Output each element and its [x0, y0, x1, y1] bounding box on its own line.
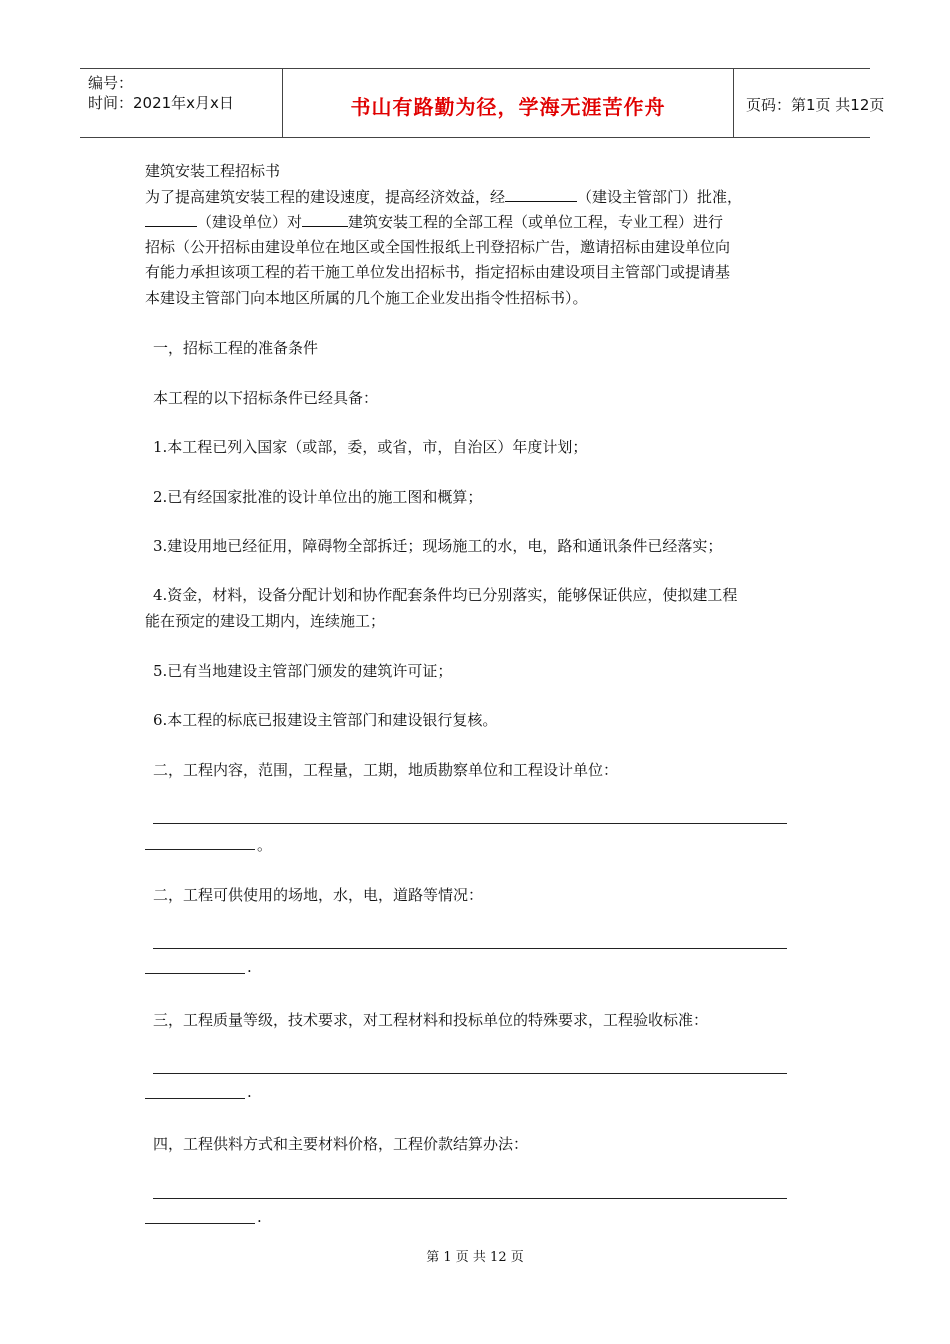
document-header [80, 68, 885, 138]
section-5-heading: 四，工程供料方式和主要材料价格，工程价款结算办法： [153, 1135, 529, 1153]
answer-line-short [145, 973, 245, 974]
intro-line-4: 有能力承担该项工程的若干施工单位发出招标书，指定招标由建设项目主管部门或提请基 [145, 263, 731, 281]
intro-line-1 [145, 186, 742, 207]
intro-text: （建设主管部门）批准， [577, 188, 743, 206]
answer-line-short [145, 849, 255, 850]
intro-line-3: 招标（公开招标由建设单位在地区或全国性报纸上刊登招标广告，邀请招标由建设单位向 [145, 238, 731, 256]
answer-line [153, 823, 787, 824]
intro-line-5: 本建设主管部门向本地区所属的几个施工企业发出指令性招标书）。 [145, 289, 588, 307]
intro-line-2 [145, 211, 723, 232]
intro-text: 建筑安装工程的全部工程（或单位工程，专业工程）进行 [348, 213, 724, 231]
section-4-end-mark: . [247, 1083, 252, 1101]
header-motto-cell [282, 69, 734, 137]
answer-line-short [145, 1098, 245, 1099]
condition-item-3: 3.建设用地已经征用，障碍物全部拆迁；现场施工的水，电，路和通讯条件已经落实； [153, 537, 723, 555]
fill-blank [145, 212, 197, 227]
answer-line-short [145, 1223, 255, 1224]
page-footer: 第 1 页 共 12 页 [426, 1250, 524, 1265]
answer-line [153, 1073, 787, 1074]
fill-blank [505, 187, 577, 202]
intro-text: （建设单位）对 [197, 213, 303, 231]
intro-text: 为了提高建筑安装工程的建设速度，提高经济效益，经 [145, 188, 506, 206]
number-label: 编号： [88, 74, 134, 92]
page-info: 页码：第1页 共12页 [746, 96, 885, 114]
condition-item-5: 5.已有当地建设主管部门颁发的建筑许可证； [153, 662, 453, 680]
condition-item-2: 2.已有经国家批准的设计单位出的施工图和概算； [153, 488, 483, 506]
fill-blank [302, 212, 348, 227]
section-3-heading: 二，工程可供使用的场地，水，电，道路等情况： [153, 886, 484, 904]
section-5-end-mark: . [257, 1208, 262, 1226]
header-meta-cell [80, 69, 282, 137]
time-label: 时间：2021年x月x日 [88, 94, 234, 112]
answer-line [153, 948, 787, 949]
condition-item-4-cont: 能在预定的建设工期内，连续施工； [145, 612, 386, 630]
section-4-heading: 三，工程质量等级，技术要求，对工程材料和投标单位的特殊要求，工程验收标准： [153, 1011, 709, 1029]
section-1-lead: 本工程的以下招标条件已经具备： [153, 389, 379, 407]
section-3-end-mark: . [247, 958, 252, 976]
section-1-heading: 一，招标工程的准备条件 [153, 339, 319, 357]
condition-item-4: 4.资金，材料，设备分配计划和协作配套条件均已分别落实，能够保证供应，使拟建工程 [153, 586, 738, 604]
section-2-end-mark: 。 [257, 836, 273, 854]
motto: 书山有路勤为径，学海无涯苦作舟 [350, 95, 666, 119]
header-page-cell [734, 69, 885, 137]
answer-line [153, 1198, 787, 1199]
document-title: 建筑安装工程招标书 [145, 162, 281, 180]
section-2-heading: 二，工程内容，范围，工程量，工期，地质勘察单位和工程设计单位： [153, 761, 619, 779]
condition-item-6: 6.本工程的标底已报建设主管部门和建设银行复核。 [153, 711, 498, 729]
condition-item-1: 1.本工程已列入国家（或部，委，或省，市，自治区）年度计划； [153, 438, 588, 456]
